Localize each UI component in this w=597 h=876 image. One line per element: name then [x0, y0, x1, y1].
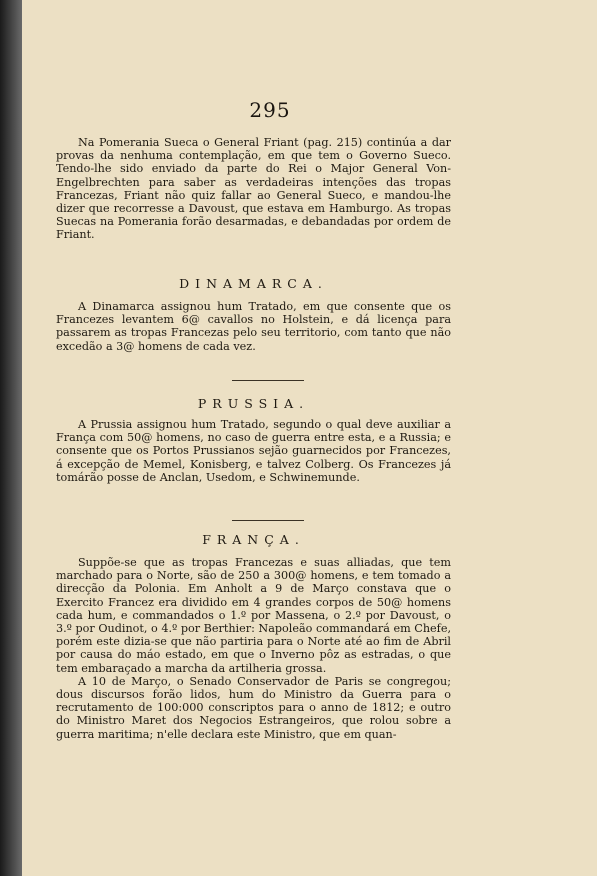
paragraph-text: Suppõe-se que as tropas Francezas e suas alliadas, que tem marchado para o Norte, são de 250 a 300@ homens, e tem tomado a direcção da Polonia. Em Anholt a 9 de Março constava que o Exercito Francez era dividido em 4 grandes corpos de 50@ homens cada hum, e commandados o 1.º por Massena, o 2.º por Davoust, o 3.º por Oudinot, o 4.º por Berthier: Napoleão commandará em Chefe, porém este dizia-se que não partiria para o Norte até ao fim de Abril por causa do máo estado, em que o Inverno pôz as estradas, o que tem embaraçado a marcha da artilheria grossa.	[56, 556, 451, 675]
section-divider	[232, 520, 304, 521]
section-heading-prussia: PRUSSIA.	[197, 396, 310, 411]
section-divider	[232, 380, 304, 381]
page-number: 295	[249, 98, 291, 122]
dinamarca-paragraph	[56, 300, 451, 353]
paragraph-text: A Prussia assignou hum Tratado, segundo o qual deve auxiliar a França com 50@ homens, no caso de guerra entre esta, e a Russia; e consente que os Portos Prussianos sejão guarnecidos por Francezes, á excepção de Memel, Konisberg, e talvez Colberg. Os Francezes já tomárão posse de Anclan, Usedom, e Schwinemunde.	[56, 418, 451, 484]
franca-paragraphs	[56, 556, 451, 741]
paragraph-text: Na Pomerania Sueca o General Friant (pag. 215) continúa a dar provas da nenhuma contemplação, em que tem o Governo Sueco. Tendo-lhe sido enviado da parte do Rei o Major General Von-Engelbrechten para saber as verdadeiras intenções das tropas Francezas, Friant não quiz fallar ao General Sueco, e mandou-lhe dizer que recorresse a Davoust, que estava em Hamburgo. As tropas Suecas na Pomerania forão desarmadas, e debandadas por ordem de Friant.	[56, 136, 451, 242]
paragraph-text: A Dinamarca assignou hum Tratado, em que consente que os Francezes levantem 6@ cavallos no Holstein, e dá licença para passarem as tropas Francezas pelo seu territorio, com tanto que não excedão a 3@ homens de cada vez.	[56, 300, 451, 353]
pomerania-paragraph	[56, 136, 451, 242]
paragraph-text: A 10 de Março, o Senado Conservador de Paris se congregou; dous discursos forão lidos, hum do Ministro da Guerra para o recrutamento de 100:000 conscriptos para o anno de 1812; e outro do Ministro Maret dos Negocios Estrangeiros, que rolou sobre a guerra maritima; n'elle declara este Ministro, que em quan-	[56, 674, 451, 741]
section-heading-franca: FRANÇA.	[202, 532, 305, 547]
prussia-paragraph	[56, 418, 451, 484]
section-heading-dinamarca: DINAMARCA.	[179, 276, 328, 291]
book-spine-shadow	[0, 0, 22, 876]
